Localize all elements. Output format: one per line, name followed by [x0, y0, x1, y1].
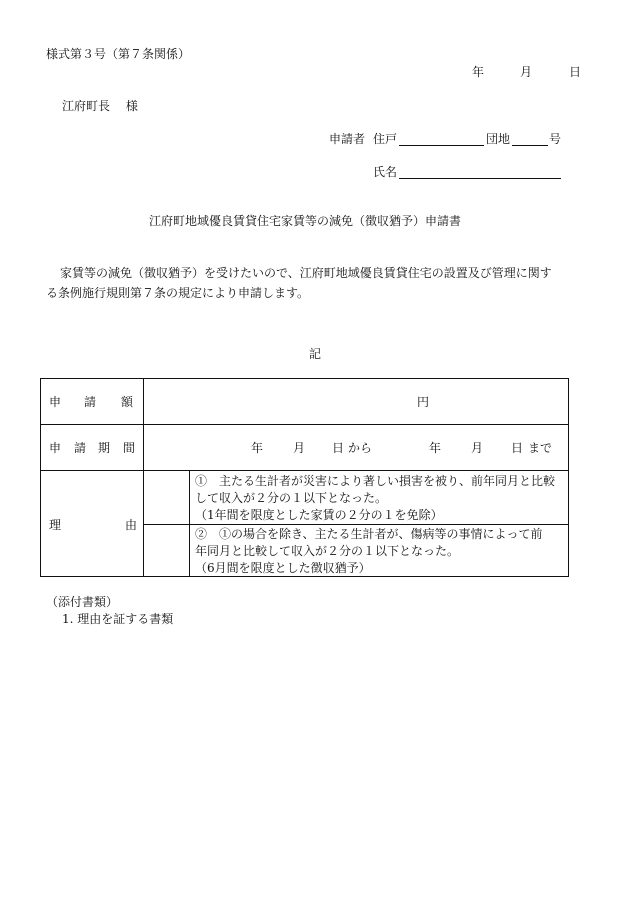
- period-to-day: 日: [511, 441, 524, 455]
- amount-label-2: 請: [84, 395, 97, 409]
- reason-option-1-line-2: して収入が２分の１以下となった。: [195, 491, 388, 505]
- period-label-3: 期: [98, 441, 111, 455]
- period-label-1: 申: [49, 441, 62, 455]
- form-number: 様式第３号（第７条関係）: [46, 47, 191, 61]
- period-from-month: 月: [293, 441, 306, 455]
- reason-label-1: 理: [49, 518, 62, 532]
- gou-label: 号: [549, 132, 562, 146]
- reason-option-1-check-cell[interactable]: [144, 471, 189, 524]
- address-blank[interactable]: [399, 131, 561, 147]
- reason-divider: [143, 524, 568, 525]
- reason-option-1-line-1: ① 主たる生計者が災害により著しい損害を被り、前年同月と比較: [195, 474, 556, 488]
- amount-unit: 円: [417, 395, 430, 409]
- ki-heading: 記: [309, 347, 322, 361]
- addressee: 江府町長 様: [62, 99, 138, 113]
- reason-option-1-line-3: （1年間を限度とした家賃の２分の１を免除）: [195, 508, 443, 522]
- date-month-label: 月: [520, 65, 533, 79]
- reason-option-2-line-3: （6月間を限度とした徴収猶予）: [195, 561, 371, 575]
- period-to-year: 年: [429, 441, 442, 455]
- date-year-label: 年: [472, 65, 485, 79]
- address-label: 住戸: [373, 132, 398, 146]
- period-from-year: 年: [251, 441, 264, 455]
- period-from-day: 日: [332, 441, 345, 455]
- amount-input-cell[interactable]: [144, 379, 568, 424]
- document-title: 江府町地域優良賃貸住宅家賃等の減免（徴収猶予）申請書: [149, 214, 462, 228]
- reason-option-2-line-1: ② ①の場合を除き、主たる生計者が、傷病等の事情によって前: [195, 527, 543, 541]
- period-from-text: から: [348, 441, 373, 455]
- name-label: 氏名: [373, 165, 398, 179]
- reason-label-2: 由: [125, 518, 138, 532]
- date-day-label: 日: [569, 65, 582, 79]
- amount-label-1: 申: [49, 395, 62, 409]
- attachment-item-1: 1. 理由を証する書類: [62, 612, 174, 626]
- danchi-label: 団地: [486, 132, 511, 146]
- period-label-2: 請: [74, 441, 87, 455]
- application-table: [40, 378, 569, 577]
- checkbox-column-divider: [189, 470, 190, 576]
- row-divider-2: [41, 470, 568, 471]
- body-line-2: る条例施行規則第７条の規定により申請します。: [46, 286, 310, 300]
- amount-label-3: 額: [121, 395, 134, 409]
- applicant-label: 申請者: [329, 132, 366, 146]
- attachments-heading: （添付書類）: [46, 595, 119, 609]
- period-to-text: まで: [528, 441, 553, 455]
- body-line-1: 家賃等の減免（徴収猶予）を受けたいので、江府町地域優良賃貸住宅の設置及び管理に関す: [60, 266, 552, 280]
- reason-option-2-check-cell[interactable]: [144, 525, 189, 576]
- period-to-month: 月: [471, 441, 484, 455]
- reason-option-2-line-2: 年同月と比較して収入が２分の１以下となった。: [195, 544, 460, 558]
- name-blank[interactable]: [399, 164, 561, 180]
- period-label-4: 間: [123, 441, 136, 455]
